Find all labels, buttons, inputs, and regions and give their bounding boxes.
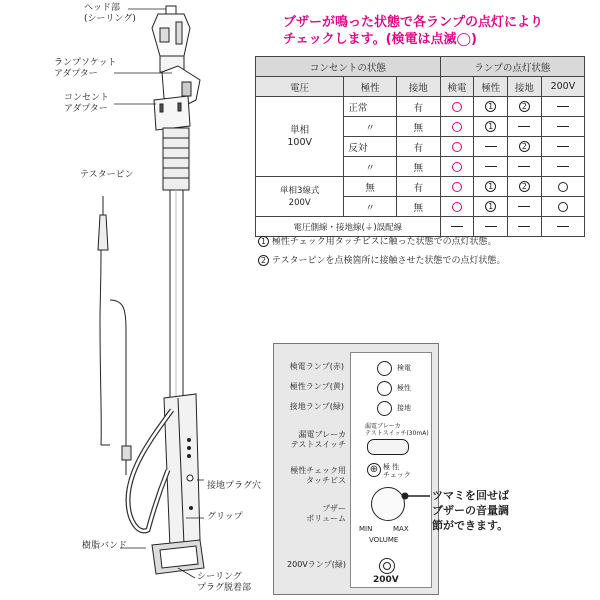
- note-1-marker: 1: [485, 201, 496, 212]
- label-grip: グリップ: [207, 512, 243, 522]
- note-1: [258, 236, 497, 248]
- col-polarity-lamp: 極性: [474, 77, 508, 97]
- voltage-100v: 単相 100V: [256, 97, 344, 177]
- dash-mark: [518, 206, 530, 207]
- dash-mark: [485, 166, 497, 167]
- note-2-marker: 2: [258, 255, 269, 266]
- label-lamp-red: 検電ランプ(赤): [289, 362, 344, 371]
- ground-cell: 有: [396, 177, 440, 197]
- label-head: ヘッド部 (シーリング): [84, 3, 136, 24]
- instruction-heading: ブザーが鳴った状態で各ランプの点灯により チェックします。(検電は点滅◯): [283, 15, 544, 47]
- tag-detect: 検電: [397, 364, 411, 372]
- note-2-marker: 2: [519, 101, 530, 112]
- label-outlet-adapter: コンセント アダプター: [64, 93, 110, 114]
- label-buzzer-volume: ブザー ボリューム: [306, 504, 346, 523]
- ground-cell: 有: [396, 97, 440, 117]
- lamp-status-table: [255, 56, 585, 237]
- ground-cell: 無: [396, 117, 440, 137]
- note-2-marker: 2: [519, 181, 530, 192]
- note-1-marker: 1: [258, 236, 269, 247]
- blink-circle-icon: [452, 142, 462, 152]
- miswiring-cell: 電圧側線・接地線(⏚)誤配線: [256, 217, 441, 237]
- dash-mark: [485, 146, 497, 147]
- tag-200v: 200V: [373, 575, 399, 585]
- tag-ground: 接地: [397, 404, 411, 412]
- head-part: [152, 6, 190, 56]
- blink-circle-icon: [452, 162, 462, 172]
- blink-circle-icon: [452, 102, 462, 112]
- label-polarity-check: 極性チェック用 タッチビス: [290, 466, 346, 485]
- dash-mark: [518, 126, 530, 127]
- polarity-cell: 〃: [344, 117, 397, 137]
- pole-shaft: [170, 190, 183, 400]
- col-voltage: 電圧: [256, 77, 344, 97]
- label-lamp-yellow: 極性ランプ(黄): [289, 382, 344, 391]
- dash-mark: [557, 166, 569, 167]
- col-ground: 接地: [396, 77, 440, 97]
- volume-note: ツマミを回せば ブザーの音量調 節ができます。: [432, 489, 509, 532]
- lamp-200v-icon: [379, 558, 395, 574]
- dash-mark: [557, 126, 569, 127]
- dash-mark: [518, 166, 530, 167]
- label-lamp-socket: ランプソケット アダプター: [54, 58, 117, 79]
- note-2: [258, 255, 506, 267]
- polarity-cell: 〃: [344, 157, 397, 177]
- lit-circle-icon: [558, 202, 568, 212]
- tester-pin: [98, 196, 131, 475]
- volume-arrow: [400, 490, 430, 502]
- ground-cell: 無: [396, 197, 440, 217]
- label-resin-band: 樹脂バンド: [82, 541, 128, 551]
- outlet-adapter-part: [154, 96, 190, 130]
- label-lamp-green: 接地ランプ(緑): [289, 402, 344, 411]
- dash-mark: [485, 226, 497, 227]
- breaker-test-button[interactable]: [367, 439, 409, 455]
- ground-cell: 有: [396, 137, 440, 157]
- tag-polarity-check: 極 性 チェック: [383, 463, 411, 479]
- control-panel: [273, 343, 439, 595]
- lamp-state-header: ランプの点灯状態: [440, 57, 584, 77]
- touch-screw-icon[interactable]: ⊕: [367, 463, 381, 477]
- dash-mark: [557, 226, 569, 227]
- label-200v-lamp: 200Vランプ(緑): [287, 560, 346, 569]
- outlet-state-header: コンセントの状態: [256, 57, 441, 77]
- note-1-marker: 1: [485, 181, 496, 192]
- blink-circle-icon: [452, 122, 462, 132]
- tag-polarity: 極性: [397, 384, 411, 392]
- polarity-cell: 正常: [344, 97, 397, 117]
- dash-mark: [518, 226, 530, 227]
- polarity-cell: 無: [344, 177, 397, 197]
- volume-min: MIN: [359, 525, 373, 533]
- tester-illustration: [0, 0, 270, 600]
- panel-face: [350, 352, 432, 588]
- note-2-text: テスターピンを点検箇所に接触させた状態での点灯状態。: [271, 256, 506, 266]
- polarity-lamp-icon: [377, 381, 392, 396]
- volume-max: MAX: [393, 525, 409, 533]
- col-ground-lamp: 接地: [508, 77, 542, 97]
- note-1-marker: 1: [485, 101, 496, 112]
- ground-lamp-icon: [377, 401, 392, 416]
- voltage-200v: 単相3線式 200V: [256, 177, 344, 217]
- blink-circle-icon: [452, 182, 462, 192]
- note-2-marker: 2: [519, 141, 530, 152]
- dash-mark: [451, 226, 463, 227]
- label-ceiling-plug: シーリング プラグ脱着部: [197, 572, 252, 593]
- lit-circle-icon: [558, 182, 568, 192]
- dash-mark: [557, 146, 569, 147]
- polarity-cell: 反対: [344, 137, 397, 157]
- polarity-cell: 〃: [344, 197, 397, 217]
- ceiling-plug-part: [152, 540, 204, 574]
- table-row: [256, 217, 585, 237]
- label-ground-plug: 接地プラグ穴: [207, 481, 262, 491]
- tag-breaker: 漏電ブレーカ テストスイッチ(30mA): [365, 423, 429, 437]
- table-row: [256, 97, 585, 117]
- table-row: [256, 177, 585, 197]
- note-1-text: 極性チェック用タッチビスに触った状態での点灯状態。: [271, 237, 497, 247]
- label-tester-pin: テスターピン: [80, 170, 134, 180]
- detect-lamp-icon: [377, 361, 392, 376]
- note-1-marker: 1: [485, 121, 496, 132]
- volume-label: VOLUME: [369, 536, 399, 544]
- blink-circle-icon: [452, 202, 462, 212]
- dash-mark: [557, 106, 569, 107]
- col-200v: 200V: [541, 77, 584, 97]
- label-breaker-switch: 漏電ブレーカ テストスイッチ: [290, 430, 346, 449]
- ribbed-neck: [163, 128, 189, 190]
- col-polarity: 極性: [344, 77, 397, 97]
- col-detect: 検電: [440, 77, 474, 97]
- ground-cell: 無: [396, 157, 440, 177]
